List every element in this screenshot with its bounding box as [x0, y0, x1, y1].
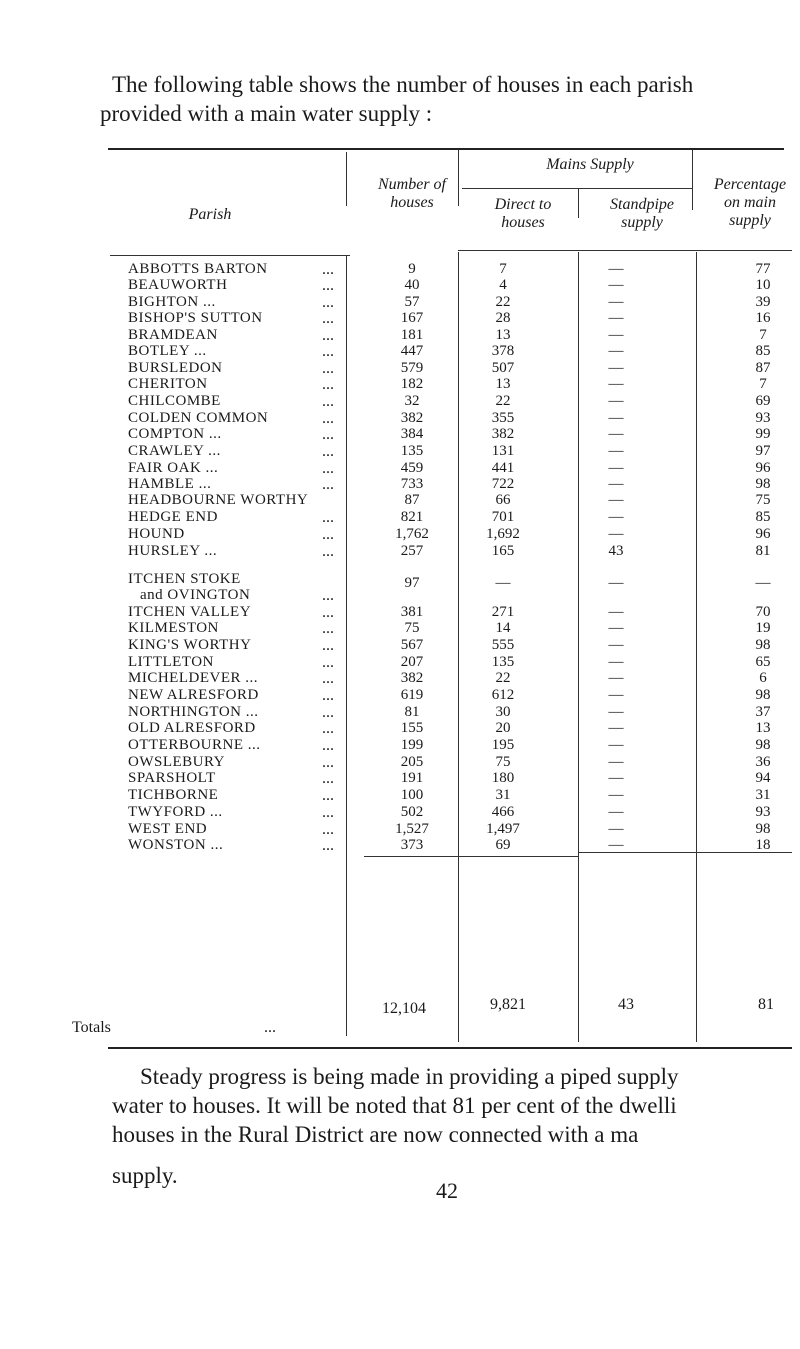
number-of-houses: 447 — [400, 343, 424, 359]
standpipe-supply: — — [608, 476, 624, 492]
row-leader: ... — [322, 787, 334, 804]
intro-text — [100, 70, 792, 128]
standpipe-supply: — — [608, 720, 624, 736]
table-row — [0, 427, 800, 442]
row-leader: ... — [322, 821, 334, 838]
number-of-houses: 199 — [400, 737, 424, 753]
table-row — [0, 655, 800, 670]
number-of-houses: 373 — [400, 837, 424, 853]
percentage-on-main: 31 — [755, 787, 771, 803]
number-of-houses: 619 — [400, 687, 424, 703]
number-of-houses: 1,527 — [395, 821, 429, 837]
direct-to-houses: 28 — [495, 310, 511, 326]
percentage-on-main: 10 — [755, 277, 771, 293]
standpipe-supply: — — [608, 787, 624, 803]
standpipe-supply: — — [608, 426, 624, 442]
table-row — [0, 605, 800, 620]
standpipe-supply: — — [608, 604, 624, 620]
parish-name: CHILCOMBE — [128, 393, 221, 409]
table-row — [0, 444, 800, 459]
table-row — [0, 621, 800, 636]
direct-to-houses: 13 — [495, 376, 511, 392]
percentage-on-main: 37 — [755, 704, 771, 720]
number-of-houses: 9 — [408, 261, 416, 277]
row-leader: ... — [322, 543, 334, 560]
totals-standpipe: 43 — [618, 996, 634, 1013]
direct-to-houses: 131 — [491, 443, 515, 459]
number-of-houses: 207 — [400, 654, 424, 670]
direct-to-houses: 20 — [495, 720, 511, 736]
intro-line-2: provided with a main water supply : — [100, 101, 433, 126]
standpipe-supply: — — [608, 410, 624, 426]
paragraph-line-2: water to houses. It will be noted that 81 per cent of the dwelli — [112, 1093, 677, 1118]
row-leader: ... — [322, 376, 334, 393]
row-leader: ... — [322, 426, 334, 443]
paragraph-line-3: houses in the Rural District are now connected with a ma — [112, 1122, 639, 1147]
row-leader: ... — [322, 604, 334, 621]
table-row — [0, 771, 800, 786]
percentage-on-main: 94 — [755, 770, 771, 786]
standpipe-supply: — — [608, 294, 624, 310]
percentage-on-main: 98 — [755, 737, 771, 753]
direct-to-houses: 378 — [491, 343, 515, 359]
number-of-houses: 382 — [400, 410, 424, 426]
parish-name: CRAWLEY ... — [128, 443, 221, 459]
percentage-on-main: 18 — [755, 837, 771, 853]
header-divider-4 — [692, 150, 693, 210]
parish-name: ITCHEN VALLEY — [128, 604, 252, 620]
parish-name: NEW ALRESFORD — [128, 687, 259, 703]
parish-name: MICHELDEVER ... — [128, 670, 258, 686]
number-of-houses: 87 — [404, 492, 420, 508]
parish-name: HEADBOURNE WORTHY — [128, 492, 309, 508]
standpipe-supply: — — [608, 670, 624, 686]
standpipe-supply: — — [608, 460, 624, 476]
table-row — [0, 311, 800, 326]
percentage-on-main: 39 — [755, 294, 771, 310]
row-leader: ... — [322, 277, 334, 294]
standpipe-supply: — — [608, 754, 624, 770]
standpipe-supply: — — [608, 310, 624, 326]
row-leader: ... — [322, 837, 334, 854]
standpipe-supply: — — [608, 837, 624, 853]
number-of-houses: 167 — [400, 310, 424, 326]
totals-rule-direct — [458, 856, 578, 857]
standpipe-supply: — — [608, 343, 624, 359]
table-row — [0, 295, 800, 310]
row-leader: ... — [322, 687, 334, 704]
percentage-on-main: 87 — [755, 360, 771, 376]
direct-to-houses: 66 — [495, 492, 511, 508]
percentage-on-main: 96 — [755, 460, 771, 476]
percentage-on-main: 98 — [755, 821, 771, 837]
percentage-on-main: 96 — [755, 526, 771, 542]
standpipe-supply: — — [608, 575, 624, 591]
table-bottom-rule — [108, 1047, 792, 1049]
standpipe-supply: — — [608, 277, 624, 293]
direct-to-houses: 1,497 — [486, 821, 520, 837]
direct-to-houses: 14 — [495, 620, 511, 636]
table-row — [0, 477, 800, 492]
standpipe-supply: — — [608, 261, 624, 277]
parish-name: HURSLEY ... — [128, 543, 218, 559]
parish-name: BURSLEDON — [128, 360, 223, 376]
direct-to-houses: 507 — [491, 360, 515, 376]
table-row — [0, 822, 800, 837]
percentage-on-main: 70 — [755, 604, 771, 620]
number-of-houses: 182 — [400, 376, 424, 392]
percentage-on-main: 6 — [759, 670, 767, 686]
row-leader: ... — [322, 410, 334, 427]
header-percentage: Percentage on main supply — [713, 176, 787, 229]
parish-name: HEDGE END — [128, 509, 218, 525]
standpipe-supply: — — [608, 327, 624, 343]
direct-to-houses: 612 — [491, 687, 515, 703]
totals-rule-number — [364, 856, 458, 857]
table-row — [0, 544, 800, 559]
row-leader: ... — [322, 720, 334, 737]
number-of-houses: 821 — [400, 509, 424, 525]
direct-to-houses: 22 — [495, 670, 511, 686]
table-row — [0, 638, 800, 653]
row-leader: ... — [322, 587, 334, 604]
row-leader: ... — [322, 294, 334, 311]
table-row — [0, 510, 800, 525]
direct-to-houses: 355 — [491, 410, 515, 426]
direct-to-houses: 441 — [491, 460, 515, 476]
table-row — [0, 738, 800, 753]
totals-rule-standpipe — [578, 852, 696, 853]
table-row — [0, 705, 800, 720]
percentage-on-main: — — [755, 575, 771, 591]
percentage-on-main: 93 — [755, 804, 771, 820]
direct-to-houses: 722 — [491, 476, 515, 492]
header-underline-right — [458, 250, 792, 251]
percentage-on-main: 99 — [755, 426, 771, 442]
header-divider-3 — [578, 188, 579, 218]
percentage-on-main: 13 — [755, 720, 771, 736]
row-leader: ... — [322, 737, 334, 754]
standpipe-supply: — — [608, 443, 624, 459]
standpipe-supply: — — [608, 804, 624, 820]
intro-line-1: The following table shows the number of houses in each parish — [112, 72, 694, 97]
direct-to-houses: 69 — [495, 837, 511, 853]
standpipe-supply: — — [608, 620, 624, 636]
table-row — [0, 755, 800, 770]
table-row — [0, 527, 800, 542]
parish-name: CHERITON — [128, 376, 208, 392]
standpipe-supply: — — [608, 637, 624, 653]
number-of-houses: 384 — [400, 426, 424, 442]
direct-to-houses: 75 — [495, 754, 511, 770]
direct-to-houses: 135 — [491, 654, 515, 670]
table-row — [0, 278, 800, 293]
number-of-houses: 135 — [400, 443, 424, 459]
totals-rule-percent — [696, 852, 792, 853]
page-number: 42 — [436, 1178, 458, 1203]
standpipe-supply: 43 — [608, 543, 624, 559]
table-row — [0, 493, 800, 508]
number-of-houses: 733 — [400, 476, 424, 492]
row-leader: ... — [322, 460, 334, 477]
standpipe-supply: — — [608, 704, 624, 720]
direct-to-houses: 31 — [495, 787, 511, 803]
standpipe-supply: — — [608, 770, 624, 786]
parish-name: BISHOP'S SUTTON — [128, 310, 263, 326]
table-row — [0, 688, 800, 703]
number-of-houses: 155 — [400, 720, 424, 736]
parish-name: COMPTON ... — [128, 426, 222, 442]
totals-leader: ... — [264, 1019, 276, 1036]
header-standpipe: Standpipe supply — [610, 196, 674, 231]
header-parish: Parish — [188, 206, 232, 223]
paragraph-line-4: supply. — [112, 1163, 178, 1188]
number-of-houses: 181 — [400, 327, 424, 343]
parish-name: SPARSHOLT — [128, 770, 216, 786]
row-leader: ... — [322, 654, 334, 671]
paragraph-line-1: Steady progress is being made in providing a piped supply — [140, 1064, 679, 1089]
parish-name: OLD ALRESFORD — [128, 720, 256, 736]
number-of-houses: 97 — [404, 575, 420, 591]
row-leader: ... — [322, 360, 334, 377]
standpipe-supply: — — [608, 492, 624, 508]
number-of-houses: 191 — [400, 770, 424, 786]
number-of-houses: 459 — [400, 460, 424, 476]
percentage-on-main: 75 — [755, 492, 771, 508]
percentage-on-main: 16 — [755, 310, 771, 326]
row-leader: ... — [322, 443, 334, 460]
row-leader: ... — [322, 704, 334, 721]
parish-name: ITCHEN STOKE — [128, 571, 241, 587]
number-of-houses: 57 — [404, 294, 420, 310]
percentage-on-main: 36 — [755, 754, 771, 770]
table-row — [0, 262, 800, 277]
number-of-houses: 205 — [400, 754, 424, 770]
number-of-houses: 567 — [400, 637, 424, 653]
row-leader: ... — [322, 509, 334, 526]
table-row — [0, 394, 800, 409]
number-of-houses: 40 — [404, 277, 420, 293]
direct-to-houses: 701 — [491, 509, 515, 525]
header-divider-1 — [346, 152, 347, 206]
header-underline-left — [110, 255, 350, 256]
parish-name: FAIR OAK ... — [128, 460, 219, 476]
parish-name: KILMESTON — [128, 620, 219, 636]
percentage-on-main: 19 — [755, 620, 771, 636]
row-leader: ... — [322, 804, 334, 821]
direct-to-houses: 13 — [495, 327, 511, 343]
totals-percent: 81 — [758, 996, 774, 1013]
direct-to-houses: 195 — [491, 737, 515, 753]
percentage-on-main: 77 — [755, 261, 771, 277]
direct-to-houses: 382 — [491, 426, 515, 442]
percentage-on-main: 65 — [755, 654, 771, 670]
parish-name: OTTERBOURNE ... — [128, 737, 261, 753]
table-row — [0, 344, 800, 359]
percentage-on-main: 93 — [755, 410, 771, 426]
table-row — [0, 788, 800, 803]
percentage-on-main: 81 — [755, 543, 771, 559]
direct-to-houses: 22 — [495, 294, 511, 310]
percentage-on-main: 98 — [755, 476, 771, 492]
table-row — [0, 461, 800, 476]
parish-name: BEAUWORTH — [128, 277, 228, 293]
number-of-houses: 75 — [404, 620, 420, 636]
number-of-houses: 1,762 — [395, 526, 429, 542]
standpipe-supply: — — [608, 526, 624, 542]
percentage-on-main: 98 — [755, 637, 771, 653]
header-direct: Direct to houses — [494, 196, 552, 231]
table-row — [0, 411, 800, 426]
number-of-houses: 81 — [404, 704, 420, 720]
parish-name: HAMBLE ... — [128, 476, 212, 492]
header-divider-2 — [458, 150, 459, 206]
parish-name: BOTLEY ... — [128, 343, 207, 359]
table-row — [0, 721, 800, 736]
number-of-houses: 579 — [400, 360, 424, 376]
percentage-on-main: 85 — [755, 509, 771, 525]
standpipe-supply: — — [608, 376, 624, 392]
header-mains-supply: Mains Supply — [546, 156, 634, 173]
percentage-on-main: 7 — [759, 376, 767, 392]
parish-name: COLDEN COMMON — [128, 410, 269, 426]
direct-to-houses: 7 — [499, 261, 507, 277]
number-of-houses: 381 — [400, 604, 424, 620]
parish-name: HOUND — [128, 526, 185, 542]
standpipe-supply: — — [608, 360, 624, 376]
table-row — [0, 671, 800, 686]
row-leader: ... — [322, 476, 334, 493]
totals-direct: 9,821 — [490, 996, 526, 1013]
row-leader: ... — [322, 637, 334, 654]
percentage-on-main: 69 — [755, 393, 771, 409]
percentage-on-main: 85 — [755, 343, 771, 359]
row-leader: ... — [322, 620, 334, 637]
standpipe-supply: — — [608, 509, 624, 525]
percentage-on-main: 98 — [755, 687, 771, 703]
totals-label: Totals — [72, 1019, 111, 1036]
row-leader: ... — [322, 393, 334, 410]
direct-to-houses: 4 — [499, 277, 507, 293]
table-row — [0, 805, 800, 820]
parish-name: TICHBORNE — [128, 787, 219, 803]
direct-to-houses: 271 — [491, 604, 515, 620]
direct-to-houses: 555 — [491, 637, 515, 653]
row-leader: ... — [322, 770, 334, 787]
table-top-rule — [108, 148, 784, 150]
standpipe-supply: — — [608, 687, 624, 703]
standpipe-supply: — — [608, 393, 624, 409]
parish-name: OWSLEBURY — [128, 754, 226, 770]
direct-to-houses: 180 — [491, 770, 515, 786]
parish-name: KING'S WORTHY — [128, 637, 252, 653]
parish-name: NORTHINGTON ... — [128, 704, 259, 720]
percentage-on-main: 97 — [755, 443, 771, 459]
parish-name: WEST END — [128, 821, 208, 837]
parish-name: BIGHTON ... — [128, 294, 216, 310]
parish-name-continued: and OVINGTON — [140, 587, 251, 603]
standpipe-supply: — — [608, 737, 624, 753]
header-number: Number of houses — [378, 176, 446, 211]
parish-name: BRAMDEAN — [128, 327, 218, 343]
direct-to-houses: 466 — [491, 804, 515, 820]
number-of-houses: 32 — [404, 393, 420, 409]
number-of-houses: 100 — [400, 787, 424, 803]
row-leader: ... — [322, 327, 334, 344]
number-of-houses: 257 — [400, 543, 424, 559]
number-of-houses: 502 — [400, 804, 424, 820]
table-row — [0, 377, 800, 392]
standpipe-supply: — — [608, 654, 624, 670]
table-row — [0, 361, 800, 376]
percentage-on-main: 7 — [759, 327, 767, 343]
standpipe-supply: — — [608, 821, 624, 837]
parish-name: WONSTON ... — [128, 837, 224, 853]
row-leader: ... — [322, 670, 334, 687]
row-leader: ... — [322, 343, 334, 360]
parish-name: TWYFORD ... — [128, 804, 223, 820]
number-of-houses: 382 — [400, 670, 424, 686]
direct-to-houses: 30 — [495, 704, 511, 720]
table-row — [0, 328, 800, 343]
direct-to-houses: 165 — [491, 543, 515, 559]
closing-paragraph — [112, 1062, 800, 1190]
parish-name: ABBOTTS BARTON — [128, 261, 268, 277]
direct-to-houses: — — [495, 575, 511, 591]
row-leader: ... — [322, 526, 334, 543]
row-leader: ... — [322, 261, 334, 278]
direct-to-houses: 1,692 — [486, 526, 520, 542]
totals-number: 12,104 — [382, 1000, 426, 1017]
parish-name: LITTLETON — [128, 654, 214, 670]
direct-to-houses: 22 — [495, 393, 511, 409]
mains-supply-rule — [462, 188, 692, 189]
row-leader: ... — [322, 310, 334, 327]
table-row — [0, 838, 800, 853]
row-leader: ... — [322, 754, 334, 771]
